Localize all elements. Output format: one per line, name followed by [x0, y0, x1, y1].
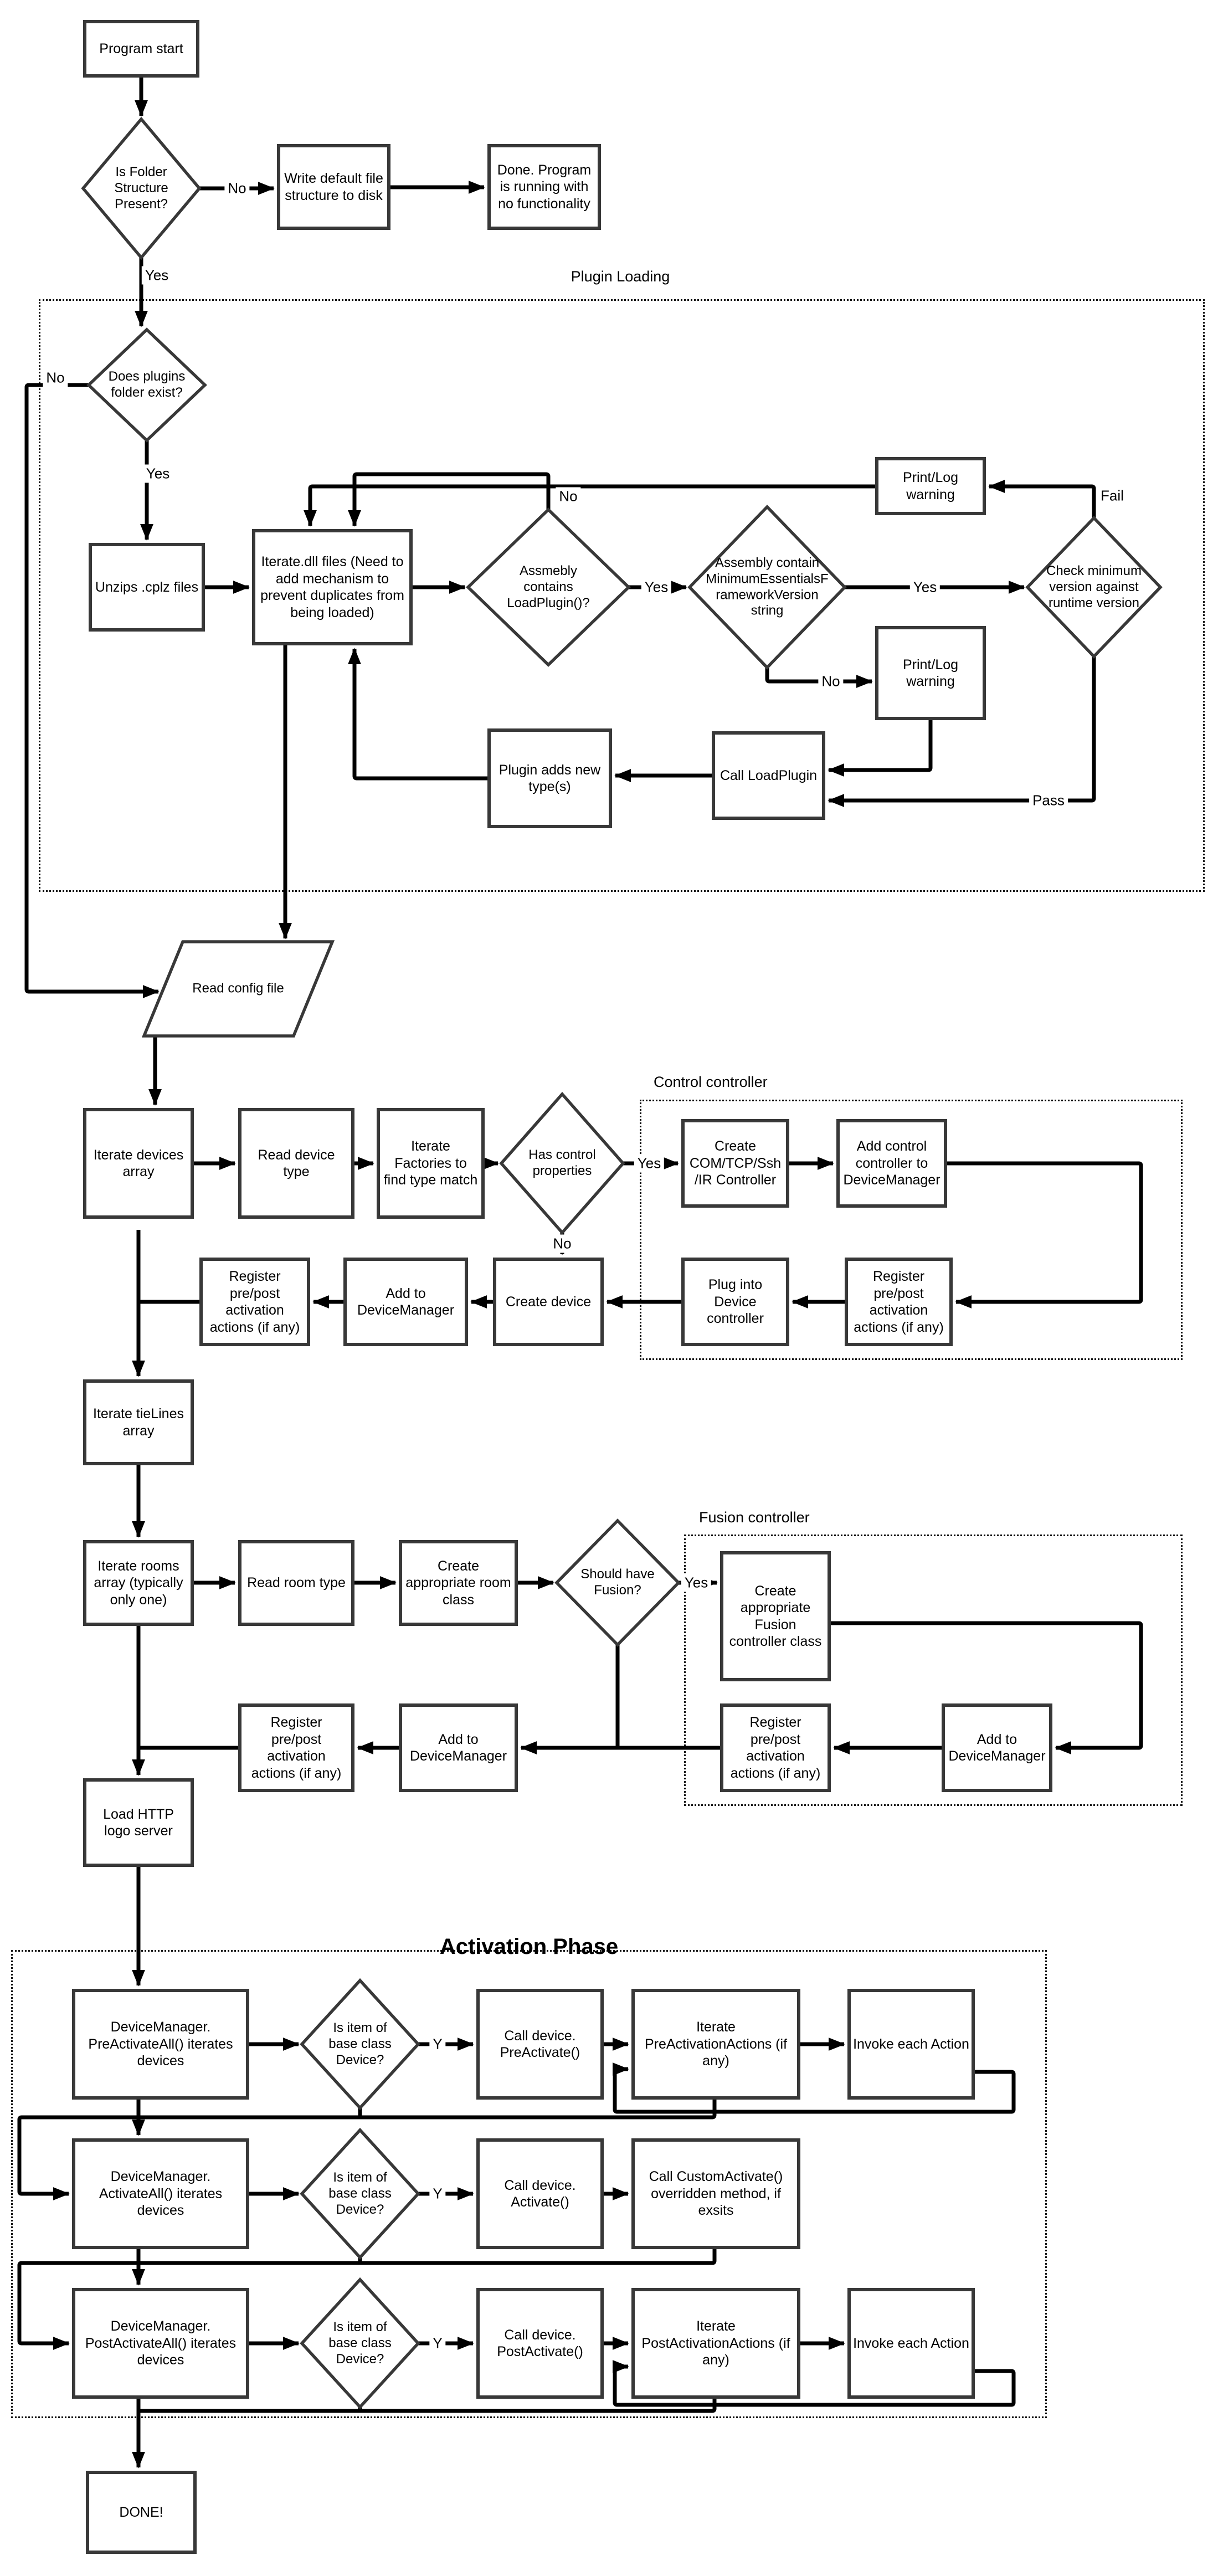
- node-d-loadplugin: Assmebly contains LoadPlugin()?: [507, 563, 590, 610]
- node-add-fusion: Add to DeviceManager: [942, 1703, 1052, 1792]
- edge-18: [354, 649, 487, 778]
- node-dm-act: DeviceManager. ActivateAll() iterates devices: [72, 2138, 249, 2249]
- node-d-folder: Is Folder Structure Present?: [114, 164, 168, 212]
- node-iter-pre: Iterate PreActivationActions (if any): [631, 1989, 800, 2100]
- edge-15: [829, 720, 931, 770]
- node-call-act: Call device. Activate(): [476, 2138, 604, 2249]
- node-call-pre: Call device. PreActivate(): [476, 1989, 604, 2100]
- node-d-minimum: Assembly contain MinimumEssentialsFrameworkVersion string: [706, 555, 829, 618]
- node-program-start: Program start: [83, 20, 199, 78]
- control-controller-label: Control controller: [654, 1074, 768, 1090]
- node-d-hascontrol: Has control properties: [528, 1147, 596, 1178]
- node-custom-act: Call CustomActivate() overridden method, if exsits: [631, 2138, 800, 2249]
- node-iterate-rooms: Iterate rooms array (typically only one): [83, 1540, 194, 1626]
- node-invoke1: Invoke each Action: [847, 1989, 975, 2100]
- node-read-room: Read room type: [238, 1540, 354, 1626]
- edge-5: [27, 385, 158, 992]
- node-register-rm: Register pre/post activation actions (if any): [238, 1703, 354, 1792]
- edge-label-y2: Y: [429, 2185, 445, 2203]
- node-d-checkmin: Check minimum version against runtime version: [1046, 563, 1142, 610]
- node-add-m: Add to DeviceManager: [343, 1258, 468, 1346]
- edge-label-yes4: Yes: [910, 578, 940, 597]
- edge-label-yes1: Yes: [142, 266, 172, 285]
- node-create-device: Create device: [493, 1258, 604, 1346]
- node-load-http: Load HTTP logo server: [83, 1778, 194, 1867]
- node-unzips: Unzips .cplz files: [89, 543, 205, 632]
- edge-label-fail: Fail: [1097, 487, 1127, 505]
- edge-12: [310, 486, 875, 526]
- node-iterate-dll: Iterate.dll files (Need to add mechanism to prevent duplicates from being loaded): [252, 529, 413, 645]
- node-invoke3: Invoke each Action: [847, 2288, 975, 2399]
- fusion-controller-label: Fusion controller: [699, 1509, 810, 1526]
- node-create-fusion: Create appropriate Fusion controller class: [720, 1551, 831, 1681]
- edge-label-yes3: Yes: [641, 578, 671, 597]
- edge-label-yes6: Yes: [681, 1574, 711, 1592]
- activation-phase-title: Activation Phase: [439, 1934, 619, 1959]
- node-done: DONE!: [86, 2471, 197, 2554]
- node-add-rm: Add to DeviceManager: [399, 1703, 518, 1792]
- node-write-default: Write default file structure to disk: [277, 144, 390, 230]
- edge-label-no2: No: [43, 369, 68, 387]
- node-read-device: Read device type: [238, 1108, 354, 1219]
- node-create-com: Create COM/TCP/Ssh /IR Controller: [681, 1119, 789, 1208]
- node-d-item1: Is item of base class Device?: [328, 2020, 392, 2067]
- node-create-room: Create appropriate room class: [399, 1540, 518, 1626]
- edge-label-y1: Y: [429, 2035, 445, 2054]
- node-plug-into: Plug into Device controller: [681, 1258, 789, 1346]
- node-call-loadplugin: Call LoadPlugin: [712, 731, 825, 820]
- node-print-log1: Print/Log warning: [875, 457, 986, 515]
- node-register-fusion: Register pre/post activation actions (if any): [720, 1703, 831, 1792]
- node-print-log2: Print/Log warning: [875, 626, 986, 720]
- node-register-m: Register pre/post activation actions (if any): [199, 1258, 310, 1346]
- node-add-control: Add control controller to DeviceManager: [836, 1119, 947, 1208]
- node-d-fusion: Should have Fusion?: [580, 1567, 655, 1598]
- node-iterate-devices: Iterate devices array: [83, 1108, 194, 1219]
- node-iter-post: Iterate PostActivationActions (if any): [631, 2288, 800, 2399]
- node-d-item3: Is item of base class Device?: [328, 2319, 392, 2367]
- edge-27: [947, 1163, 1141, 1302]
- node-dm-post: DeviceManager. PostActivateAll() iterates devices: [72, 2288, 249, 2399]
- edge-label-y3: Y: [429, 2334, 445, 2353]
- node-iterate-factories: Iterate Factories to find type match: [377, 1108, 485, 1219]
- node-register-cc: Register pre/post activation actions (if any): [845, 1258, 953, 1346]
- node-dm-pre: DeviceManager. PreActivateAll() iterates devices: [72, 1989, 249, 2100]
- node-d-item2: Is item of base class Device?: [328, 2169, 392, 2217]
- node-done-top: Done. Program is running with no functionality: [487, 144, 601, 230]
- node-iterate-tielines: Iterate tieLines array: [83, 1379, 194, 1465]
- edge-label-yes5: Yes: [634, 1154, 664, 1173]
- edge-11: [989, 486, 1094, 518]
- edge-label-no3: No: [556, 488, 580, 506]
- plugin-loading-label: Plugin Loading: [571, 268, 670, 285]
- node-plugin-adds: Plugin adds new type(s): [487, 728, 612, 828]
- node-read-config: Read config file: [192, 981, 284, 996]
- edge-13: [354, 474, 548, 526]
- edge-label-no5: No: [549, 1235, 574, 1253]
- edge-label-no4: No: [818, 673, 843, 691]
- edge-label-no1: No: [224, 179, 249, 198]
- node-d-plugins: Does plugins folder exist?: [108, 369, 186, 400]
- node-call-post: Call device. PostActivate(): [476, 2288, 604, 2399]
- edge-label-yes2: Yes: [143, 465, 173, 483]
- edge-label-pass: Pass: [1029, 792, 1068, 810]
